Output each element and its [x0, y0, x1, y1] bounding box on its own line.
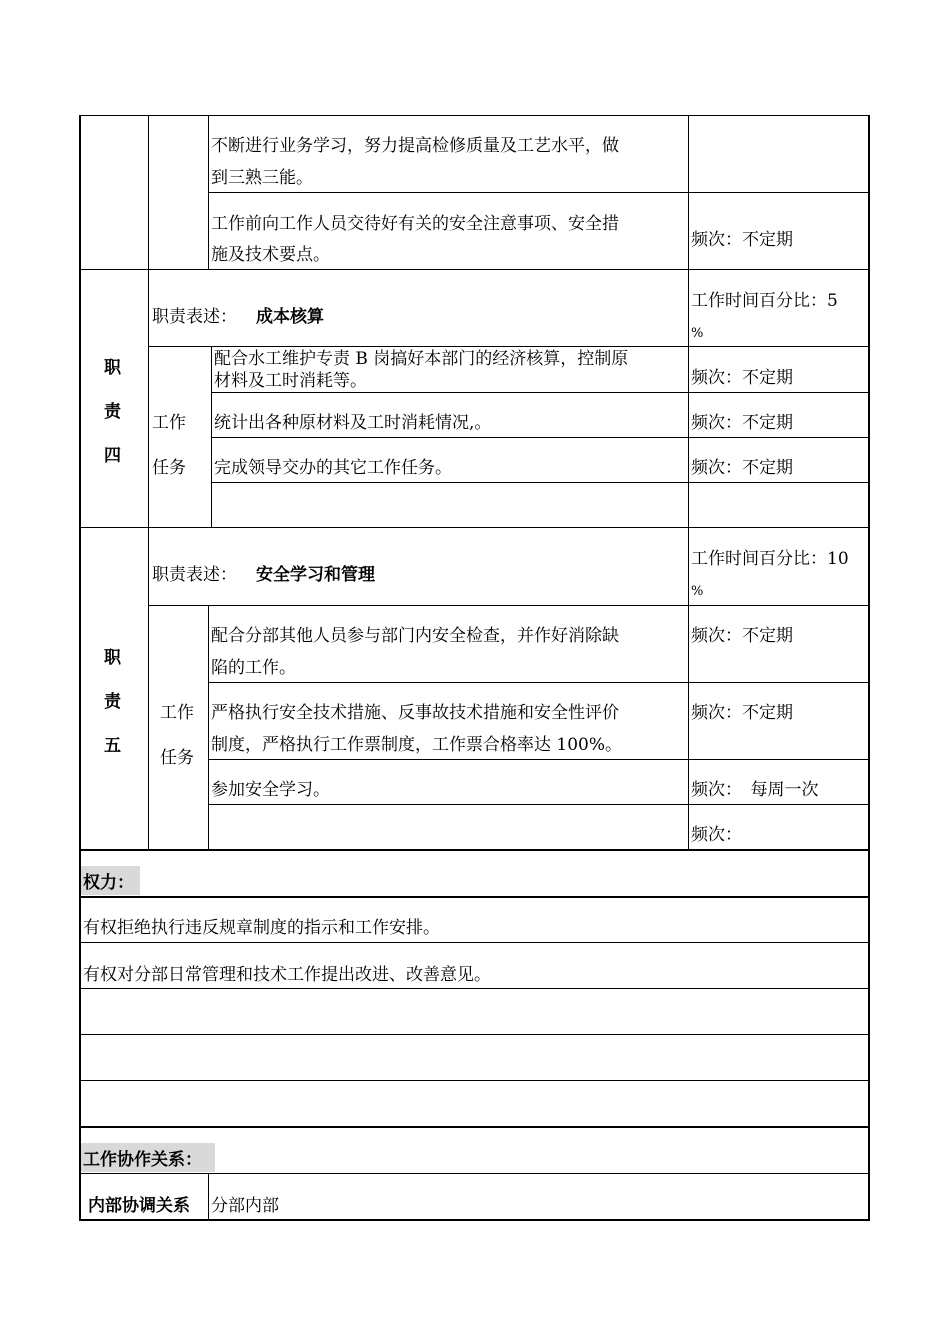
duty5-task-label: 任务: [160, 748, 194, 768]
internal-coordination-label: 内部协调关系: [88, 1196, 190, 1216]
row-line: [79, 269, 870, 270]
task-text: 材料及工时消耗等。: [214, 371, 367, 391]
task-text: 工作前向工作人员交待好有关的安全注意事项、安全措: [211, 214, 619, 234]
task-frequency: 频次：不定期: [691, 230, 793, 250]
duty4-task-label: 任务: [152, 458, 186, 478]
row-line: [79, 1080, 870, 1081]
task-text: 统计出各种原材料及工时消耗情况,。: [214, 413, 492, 433]
duty4-desc-label: 职责表述：: [152, 307, 237, 327]
duty5-time-percent-unit: %: [691, 584, 704, 599]
row-line: [208, 682, 869, 683]
duty5-time-percent: 工作时间百分比：10: [691, 549, 849, 569]
duty5-task-label: 工作: [160, 703, 194, 723]
table-right-border: [868, 115, 870, 1221]
duty5-label-char: 责: [104, 692, 121, 712]
task-text: 到三熟三能。: [211, 168, 313, 188]
authority-item: 有权拒绝执行违反规章制度的指示和工作安排。: [83, 918, 440, 938]
duty5-desc-label: 职责表述：: [152, 565, 237, 585]
task-text: 配合水工维护专责 B 岗搞好本部门的经济核算，控制原: [214, 349, 629, 369]
task-text: 严格执行安全技术措施、反事故技术措施和安全性评价: [211, 703, 619, 723]
table-bottom-border: [79, 1219, 870, 1221]
internal-coordination-value: 分部内部: [211, 1196, 279, 1216]
duty4-time-percent-unit: %: [691, 326, 704, 341]
authority-item: 有权对分部日常管理和技术工作提出改进、改善意见。: [83, 965, 491, 985]
col-divider-internal: [208, 1173, 209, 1220]
task-text: 不断进行业务学习，努力提高检修质量及工艺水平，做: [211, 136, 619, 156]
task-frequency: 频次：不定期: [691, 703, 793, 723]
task-text: 制度，严格执行工作票制度，工作票合格率达 100%。: [211, 735, 623, 755]
task-text: 完成领导交办的其它工作任务。: [214, 458, 452, 478]
task-text: 配合分部其他人员参与部门内安全检查，并作好消除缺: [211, 626, 619, 646]
cooperation-title: 工作协作关系：: [83, 1150, 202, 1170]
row-line: [79, 896, 870, 898]
row-line: [79, 1126, 870, 1128]
task-text: 陷的工作。: [211, 658, 296, 678]
task-frequency: 频次：: [691, 825, 742, 845]
row-line: [79, 1034, 870, 1035]
duty4-time-percent: 工作时间百分比：5: [691, 291, 838, 311]
task-frequency: 频次：不定期: [691, 368, 793, 388]
duty4-desc-value: 成本核算: [256, 307, 324, 327]
duty4-label-char: 责: [104, 402, 121, 422]
duty4-label-char: 四: [104, 446, 121, 466]
table-left-border: [79, 115, 81, 1221]
authority-title: 权力：: [83, 873, 134, 893]
col-divider-2c: [208, 605, 209, 850]
task-frequency: 频次：不定期: [691, 458, 793, 478]
row-line: [148, 605, 869, 606]
task-text: 施及技术要点。: [211, 245, 330, 265]
row-line: [79, 527, 870, 528]
duty5-label-char: 职: [104, 648, 121, 668]
duty4-label-char: 职: [104, 358, 121, 378]
duty4-task-label: 工作: [152, 413, 186, 433]
task-frequency: 频次：不定期: [691, 413, 793, 433]
duty5-label-char: 五: [104, 736, 121, 756]
col-divider-1: [148, 115, 149, 850]
table-top-border: [79, 115, 870, 116]
task-text: 参加安全学习。: [211, 780, 330, 800]
duty5-desc-value: 安全学习和管理: [256, 565, 375, 585]
row-line: [79, 849, 870, 851]
task-frequency: 频次：不定期: [691, 626, 793, 646]
task-frequency: 频次： 每周一次: [691, 780, 819, 800]
